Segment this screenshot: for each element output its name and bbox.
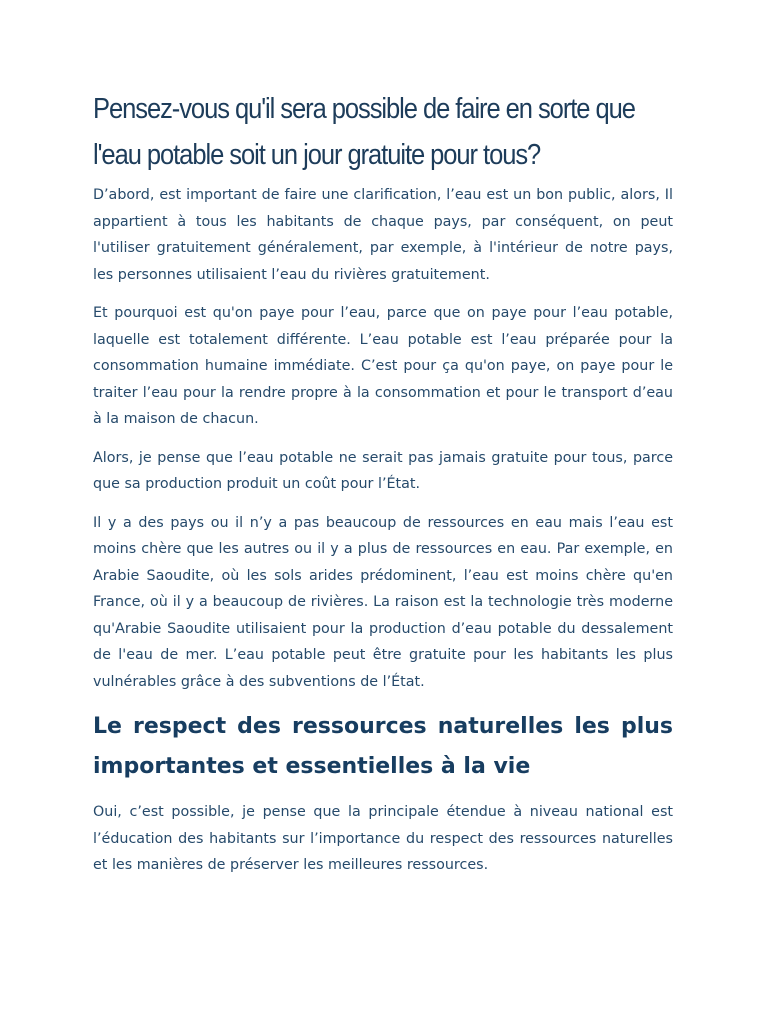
paragraph-intro: D’abord, est important de faire une clarification, l’eau est un bon public, alors, Il appartient à tous les habitants de chaque pays, par conséquent, on peut l'utiliser gratuitement généralement, par exemple, à l'intérieur de notre pays, les personnes utilisaient l’eau du rivières gratuitement.: [93, 187, 673, 283]
paragraph-countries-example: Il y a des pays ou il n’y a pas beaucoup de ressources en eau mais l’eau est moins chère que les autres ou il y a plus de ressources en eau. Par exemple, en Arabie Saoudite, où les sols arides prédominent, l’eau est moins chère qu'en France, où il y a beaucoup de rivières. La raison est la technologie très moderne qu'Arabie Saoudite utilisaient pour la production d’eau potable du dessalement de l'eau de mer. L’eau potable peut être gratuite pour les habitants les plus vulnérables grâce à des subventions de l’État.: [93, 514, 673, 690]
section-heading: Le respect des ressources naturelles les plus importantes et essentielles à la vie: [93, 714, 673, 779]
paragraph-potable-water: Et pourquoi est qu'on paye pour l’eau, parce que on paye pour l’eau potable, laquelle est totalement différente. L’eau potable est l’eau préparée pour la consommation humaine immédiate. C’est pour ça qu'on paye, on paye pour le traiter l’eau pour la rendre propre à la consommation et pour le transport d’eau à la maison de chacun.: [93, 305, 673, 427]
document-page: [93, 86, 673, 879]
page-title: Pensez-vous qu'il sera possible de faire en sorte que l'eau potable soit un jour gratuite pour tous?: [93, 93, 635, 171]
paragraph-conclusion: Alors, je pense que l’eau potable ne serait pas jamais gratuite pour tous, parce que sa production produit un coût pour l’État.: [93, 449, 673, 492]
paragraph-education: Oui, c’est possible, je pense que la principale étendue à niveau national est l’éducation des habitants sur l’importance du respect des ressources naturelles et les manières de préserver les meilleures ressources.: [93, 804, 673, 873]
